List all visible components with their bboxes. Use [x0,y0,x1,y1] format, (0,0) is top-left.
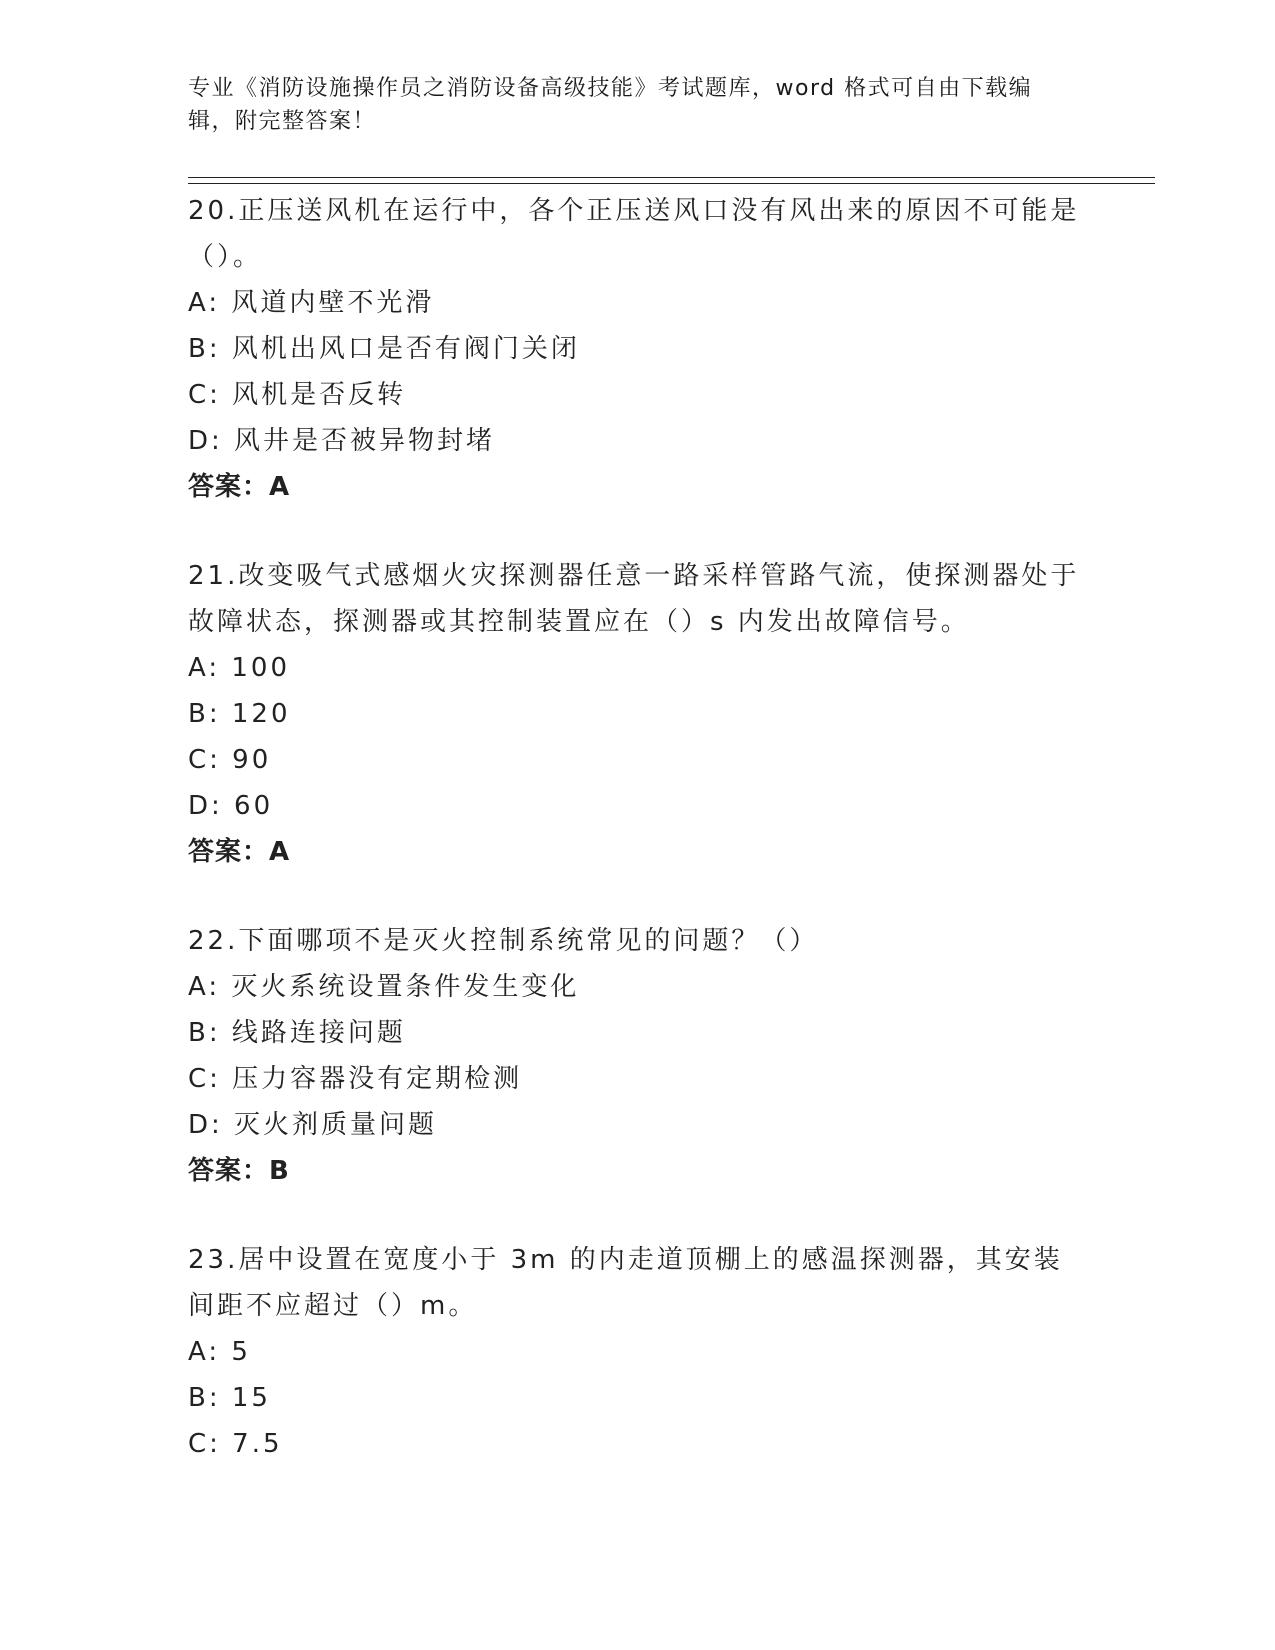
option-b: B: 风机出风口是否有阀门关闭 [188,334,580,364]
option-b: B: 线路连接问题 [188,1018,406,1048]
option-b: B: 120 [188,699,291,729]
option-d: D: 风井是否被异物封堵 [188,426,496,456]
header-divider-bottom [188,183,1155,184]
option-d: D: 60 [188,791,274,821]
question-20 [188,188,1088,510]
option-d: D: 灭火剂质量问题 [188,1110,438,1140]
question-21 [188,553,1088,875]
question-stem: 22.下面哪项不是灭火控制系统常见的问题？（） [188,926,819,956]
option-b: B: 15 [188,1383,271,1413]
question-23 [188,1237,1088,1467]
option-a: A: 风道内壁不光滑 [188,288,435,318]
document-header: 专业《消防设施操作员之消防设备高级技能》考试题库，word 格式可自由下载编辑，附完整答案！ [188,76,1033,134]
question-22 [188,918,1088,1194]
option-a: A: 100 [188,653,290,683]
question-stem: 20.正压送风机在运行中，各个正压送风口没有风出来的原因不可能是（）。 [188,196,1080,272]
option-a: A: 灭火系统设置条件发生变化 [188,972,580,1002]
question-stem: 23.居中设置在宽度小于 3m 的内走道顶棚上的感温探测器，其安装间距不应超过（）m。 [188,1245,1063,1321]
answer: 答案：A [188,837,291,867]
option-a: A: 5 [188,1337,251,1367]
question-stem: 21.改变吸气式感烟火灾探测器任意一路采样管路气流，使探测器处于故障状态，探测器或其控制装置应在（）s 内发出故障信号。 [188,561,1080,637]
header-divider-top [188,177,1155,178]
answer: 答案：B [188,1156,290,1186]
option-c: C: 7.5 [188,1429,283,1459]
option-c: C: 风机是否反转 [188,380,407,410]
option-c: C: 90 [188,745,272,775]
option-c: C: 压力容器没有定期检测 [188,1064,523,1094]
answer: 答案：A [188,472,291,502]
